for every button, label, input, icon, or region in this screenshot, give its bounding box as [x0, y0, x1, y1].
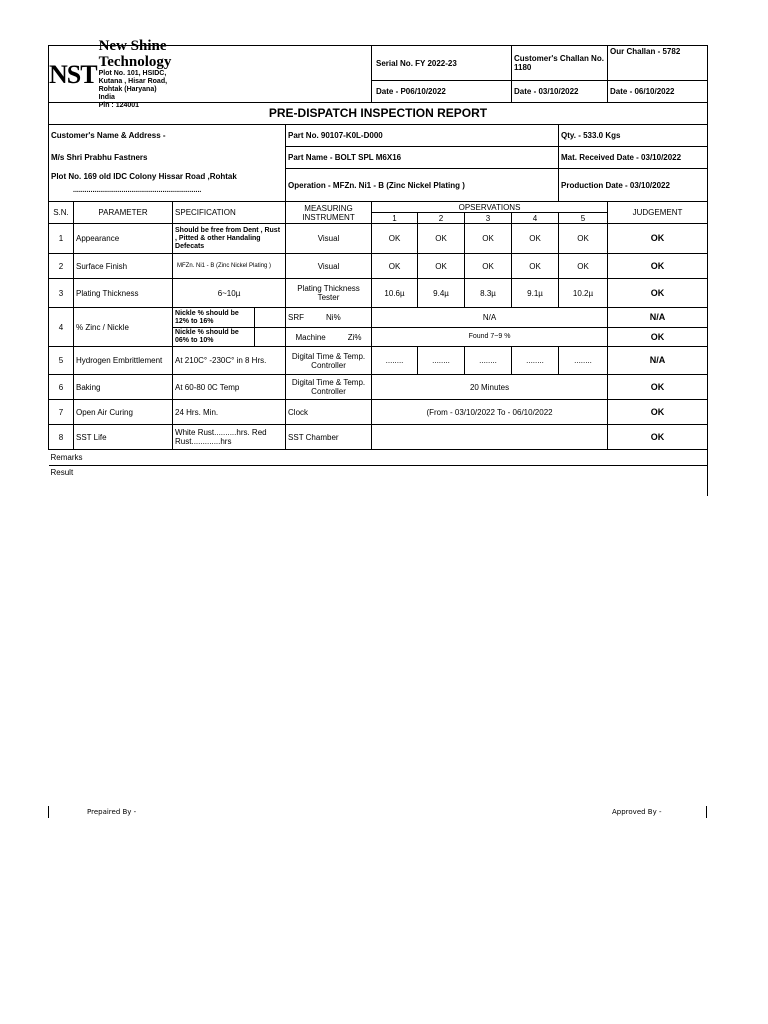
- row-obs: ........: [465, 347, 512, 375]
- row-obs: OK: [559, 254, 608, 279]
- table-row: [49, 254, 708, 279]
- row-sn: 3: [49, 279, 74, 308]
- row-instrument: SST Chamber: [286, 425, 372, 450]
- report-table: [48, 38, 708, 496]
- row-obs: OK: [512, 224, 559, 254]
- col-obs-4: 4: [512, 213, 559, 224]
- row-sn: 6: [49, 375, 74, 400]
- row-obs: 10.2µ: [559, 279, 608, 308]
- row-parameter: Plating Thickness: [74, 279, 173, 308]
- table-row: [49, 308, 708, 328]
- row-obs: OK: [372, 224, 418, 254]
- row-judgement: OK: [608, 425, 708, 450]
- row-obs: 10.6µ: [372, 279, 418, 308]
- row-instrument: Digital Time & Temp. Controller: [286, 375, 372, 400]
- row-spec: Nickle % should be 06% to 10%: [173, 328, 255, 347]
- row-obs: OK: [465, 254, 512, 279]
- table-row: [49, 425, 708, 450]
- row-obs-merged: Found 7~9 %: [372, 328, 608, 347]
- production-date: Production Date - 03/10/2022: [559, 169, 708, 202]
- table-row: [49, 347, 708, 375]
- row-sn: 7: [49, 400, 74, 425]
- row-parameter: Open Air Curing: [74, 400, 173, 425]
- row-obs: ........: [559, 347, 608, 375]
- company-logo: NST: [49, 59, 97, 89]
- row-instrument-b1: Machine: [295, 332, 326, 342]
- result-label: Result: [49, 466, 708, 496]
- customer-address: Plot No. 169 old IDC Colony Hissar Road ,Rohtak: [51, 171, 237, 181]
- company-address-line2: Rohtak (Haryana) India: [98, 86, 157, 101]
- table-row: [49, 224, 708, 254]
- row-sn: 4: [49, 308, 74, 347]
- approved-by-label: Approved By -: [612, 808, 662, 816]
- row-spec: Nickle % should be 12% to 16%: [173, 308, 255, 328]
- row-instrument: Digital Time & Temp. Controller: [286, 347, 372, 375]
- customer-address-block: [49, 169, 286, 202]
- company-address-line1: Plot No. 101, HSIDC, Kutana , Hisar Road,: [98, 70, 168, 85]
- row-judgement: N/A: [608, 347, 708, 375]
- company-pin: Pin : 124001: [98, 102, 140, 109]
- prepared-by-label: Prepaired By -: [87, 808, 137, 816]
- row-parameter: SST Life: [74, 425, 173, 450]
- table-row: [49, 400, 708, 425]
- row-instrument: [286, 328, 372, 347]
- row-obs-merged: [372, 425, 608, 450]
- part-name: Part Name - BOLT SPL M6X16: [286, 147, 559, 169]
- col-instrument: MEASURING INSTRUMENT: [286, 202, 372, 224]
- row-sn: 1: [49, 224, 74, 254]
- our-challan: Our Challan - 5782: [608, 46, 708, 81]
- row-spec: MFZn. Ni1 - B (Zinc Nickel Plating ): [173, 254, 286, 279]
- customer-name: M/s Shri Prabhu Fastners: [49, 147, 286, 169]
- row-judgement: OK: [608, 254, 708, 279]
- row-spec: 24 Hrs. Min.: [173, 400, 286, 425]
- row-instrument: Clock: [286, 400, 372, 425]
- serial-number: Serial No. FY 2022-23: [372, 46, 512, 81]
- row-obs: 8.3µ: [465, 279, 512, 308]
- row-obs-merged: 20 Minutes: [372, 375, 608, 400]
- col-obs-1: 1: [372, 213, 418, 224]
- row-obs: OK: [372, 254, 418, 279]
- row-parameter: Hydrogen Embrittlement: [74, 347, 173, 375]
- row-spec: White Rust..........hrs. Red Rust.............hrs: [173, 425, 286, 450]
- row-spec: Should be free from Dent , Rust , Pitted & other Handaling Defecats: [173, 224, 286, 254]
- operation: Operation - MFZn. Ni1 - B (Zinc Nickel Plating ): [286, 169, 559, 202]
- row-sn: 5: [49, 347, 74, 375]
- col-obs-2: 2: [418, 213, 465, 224]
- row-instrument-a2: Ni%: [326, 313, 341, 322]
- row-obs: OK: [559, 224, 608, 254]
- row-judgement: OK: [608, 279, 708, 308]
- row-spec: At 60-80 0C Temp: [173, 375, 286, 400]
- row-obs-merged: N/A: [372, 308, 608, 328]
- footer-left-mark: [48, 806, 49, 818]
- row-obs: OK: [418, 254, 465, 279]
- col-judgement: JUDGEMENT: [608, 202, 708, 224]
- row-instrument-a1: SRF: [288, 313, 305, 322]
- row-obs: 9.4µ: [418, 279, 465, 308]
- col-observations: OPSERVATIONS: [372, 202, 608, 213]
- col-obs-5: 5: [559, 213, 608, 224]
- row-spec: At 210C° -230C° in 8 Hrs.: [173, 347, 286, 375]
- table-row: [49, 375, 708, 400]
- row-obs: OK: [418, 224, 465, 254]
- row-spec: 6~10µ: [173, 279, 286, 308]
- row-instrument: Plating Thickness Tester: [286, 279, 372, 308]
- row-obs: ........: [418, 347, 465, 375]
- table-row: [49, 279, 708, 308]
- row-obs: ........: [372, 347, 418, 375]
- row-obs: 9.1µ: [512, 279, 559, 308]
- serial-date: Date - P06/10/2022: [372, 81, 512, 103]
- material-received-date: Mat. Received Date - 03/10/2022: [559, 147, 708, 169]
- row-parameter: Surface Finish: [74, 254, 173, 279]
- remarks-label: Remarks: [49, 450, 708, 466]
- col-parameter: PARAMETER: [74, 202, 173, 224]
- footer-right-mark: [706, 806, 707, 818]
- col-specification: SPECIFICATION: [173, 202, 286, 224]
- company-name: New Shine Technology: [98, 38, 172, 70]
- company-block: [49, 38, 173, 109]
- row-obs: OK: [512, 254, 559, 279]
- col-sn: S.N.: [49, 202, 74, 224]
- row-instrument: [286, 308, 372, 328]
- row-instrument: Visual: [286, 224, 372, 254]
- row-obs: ........: [512, 347, 559, 375]
- row-instrument-b2: Zi%: [347, 332, 362, 342]
- customer-challan-date: Date - 03/10/2022: [512, 81, 608, 103]
- customer-address-dots: ..................................................................: [73, 186, 202, 194]
- part-number: Part No. 90107-K0L-D000: [286, 125, 559, 147]
- row-parameter: Baking: [74, 375, 173, 400]
- row-sn: 2: [49, 254, 74, 279]
- row-judgement: N/A: [608, 308, 708, 328]
- row-judgement: OK: [608, 400, 708, 425]
- row-judgement: OK: [608, 224, 708, 254]
- row-parameter: Appearance: [74, 224, 173, 254]
- col-obs-3: 3: [465, 213, 512, 224]
- row-instrument: Visual: [286, 254, 372, 279]
- row-judgement: OK: [608, 375, 708, 400]
- row-sn: 8: [49, 425, 74, 450]
- report-title: PRE-DISPATCH INSPECTION REPORT: [49, 103, 708, 125]
- row-judgement: OK: [608, 328, 708, 347]
- inspection-report: [48, 38, 707, 496]
- customer-challan: Customer's Challan No. 1180: [512, 46, 608, 81]
- row-parameter: % Zinc / Nickle: [74, 308, 173, 347]
- customer-label: Customer's Name & Address -: [49, 125, 286, 147]
- row-obs-merged: (From - 03/10/2022 To - 06/10/2022: [372, 400, 608, 425]
- row-obs: OK: [465, 224, 512, 254]
- quantity: Qty. - 533.0 Kgs: [559, 125, 708, 147]
- our-challan-date: Date - 06/10/2022: [608, 81, 708, 103]
